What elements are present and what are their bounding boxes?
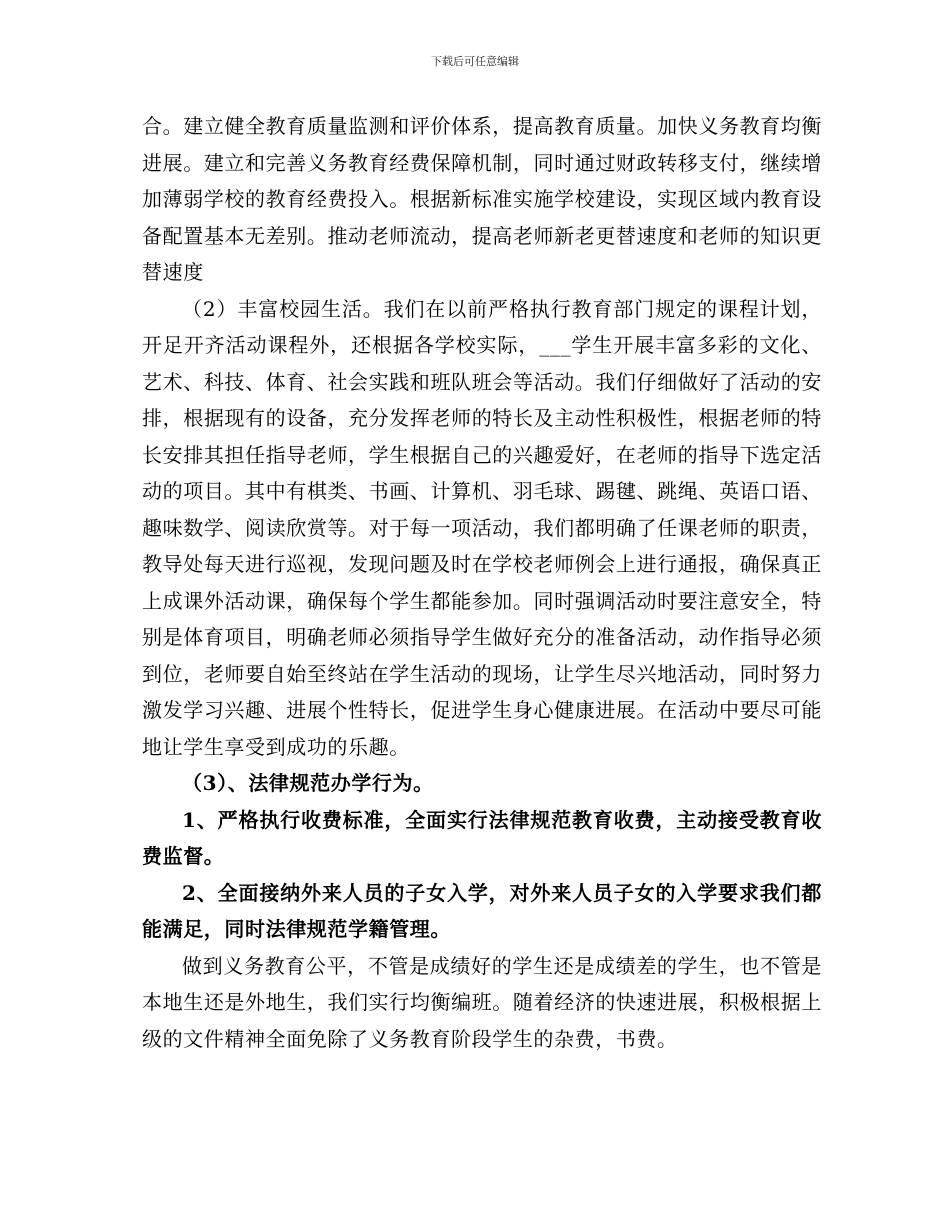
item-fee-standard: 1、严格执行收费标准，全面实行法律规范教育收费，主动接受教育收费监督。 <box>142 807 822 868</box>
paragraph-continuation: 合。建立健全教育质量监测和评价体系，提高教育质量。加快义务教育均衡进展。建立和完善义务教育经费保障机制，同时通过财政转移支付，继续增加薄弱学校的教育经费投入。根据新标准实施学校建设，实现区域内教育设备配置基本无差别。推动老师流动，提高老师新老更替速度和老师的知识更替速度 <box>142 114 822 284</box>
item-migrant-children: 2、全面接纳外来人员的子女入学，对外来人员子女的入学要求我们都能满足，同时法律规范学籍管理。 <box>142 880 822 941</box>
paragraph-campus-life: （2）丰富校园生活。我们在以前严格执行教育部门规定的课程计划，开足开齐活动课程外，还根据各学校实际，___学生开展丰富多彩的文化、艺术、科技、体育、社会实践和班队班会等活动。我们仔细做好了活动的安排，根据现有的设备，充分发挥老师的特长及主动性积极性，根据老师的特长安排其担任指导老师，学生根据自己的兴趣爱好，在老师的指导下选定活动的项目。其中有棋类、书画、计算机、羽毛球、踢毽、跳绳、英语口语、趣味数学、阅读欣赏等。对于每一项活动，我们都明确了任课老师的职责，教导处每天进行巡视，发现问题及时在学校老师例会上进行通报，确保真正上成课外活动课，确保每个学生都能参加。同时强调活动时要注意安全，特别是体育项目，明确老师必须指导学生做好充分的准备活动，动作指导必须到位，老师要自始至终站在学生活动的现场，让学生尽兴地活动，同时努力激发学习兴趣、进展个性特长，促进学生身心健康进展。在活动中要尽可能地让学生享受到成功的乐趣。 <box>142 296 822 759</box>
document-body <box>142 108 822 1057</box>
page-header: 下载后可任意编辑 <box>431 55 519 68</box>
paragraph-education-fairness: 做到义务教育公平，不管是成绩好的学生还是成绩差的学生，也不管是本地生还是外地生，我们实行均衡编班。随着经济的快速进展，积极根据上级的文件精神全面免除了义务教育阶段学生的杂费，书费。 <box>142 953 822 1051</box>
section-heading-regulate-schooling: （3）、法律规范办学行为。 <box>182 771 434 795</box>
